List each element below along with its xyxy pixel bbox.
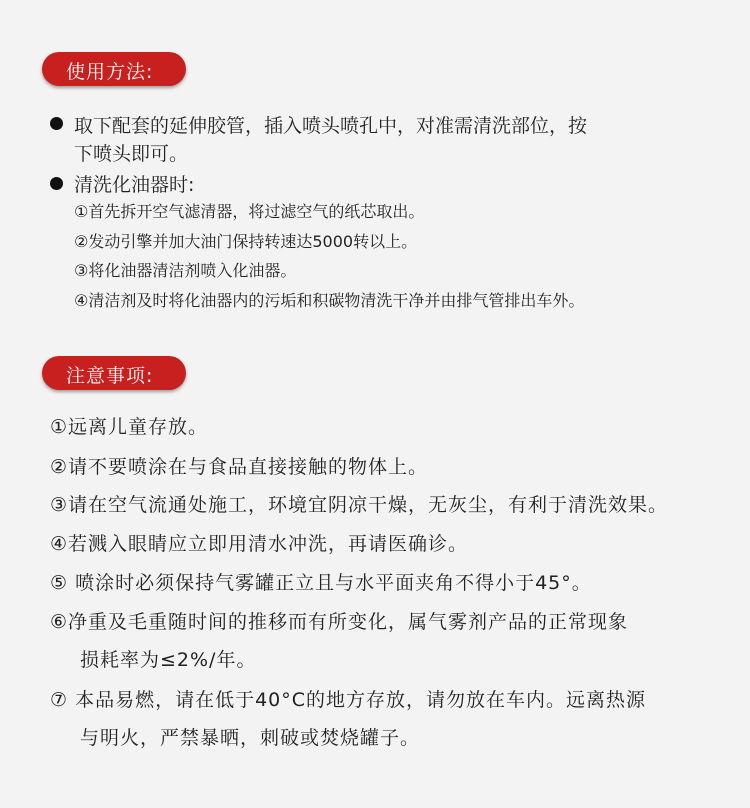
note-item: ④若溅入眼睛应立即用清水冲洗，再请医确诊。	[50, 533, 469, 555]
bullet-icon	[50, 177, 63, 190]
bullet-icon	[50, 117, 63, 130]
note-item: ⑥净重及毛重随时间的推移而有所变化，属气雾剂产品的正常现象	[50, 611, 629, 633]
note-item: ②请不要喷涂在与食品直接接触的物体上。	[50, 456, 429, 478]
usage-step: ①首先拆开空气滤清器，将过滤空气的纸芯取出。	[74, 202, 425, 221]
note-item: ⑦ 本品易燃，请在低于40°C的地方存放，请勿放在车内。远离热源	[50, 689, 647, 711]
note-item: ①远离儿童存放。	[50, 416, 209, 438]
usage-step: ④清洁剂及时将化油器内的污垢和积碳物清洗干净并由排气管排出车外。	[74, 291, 585, 310]
usage-bullet2-title: 清洗化油器时:	[74, 174, 195, 196]
usage-step: ③将化油器清洁剂喷入化油器。	[74, 261, 297, 280]
usage-bullet1-line1: 取下配套的延伸胶管，插入喷头喷孔中，对准需清洗部位，按	[74, 115, 588, 137]
note-item: ③请在空气流通处施工，环境宜阴凉干燥，无灰尘，有利于清洗效果。	[50, 494, 669, 516]
note-item-continuation: 与明火，严禁暴晒，刺破或焚烧罐子。	[80, 727, 421, 749]
usage-heading: 使用方法:	[66, 61, 154, 83]
note-item-continuation: 损耗率为≤2%/年。	[80, 649, 257, 671]
notes-heading: 注意事项:	[66, 365, 154, 387]
usage-heading-badge	[42, 52, 186, 86]
usage-bullet1-line2: 下喷头即可。	[74, 143, 189, 165]
notes-heading-badge	[42, 356, 186, 390]
note-item: ⑤ 喷涂时必须保持气雾罐正立且与水平面夹角不得小于45°。	[50, 572, 592, 594]
usage-step: ②发动引擎并加大油门保持转速达5000转以上。	[74, 232, 418, 251]
